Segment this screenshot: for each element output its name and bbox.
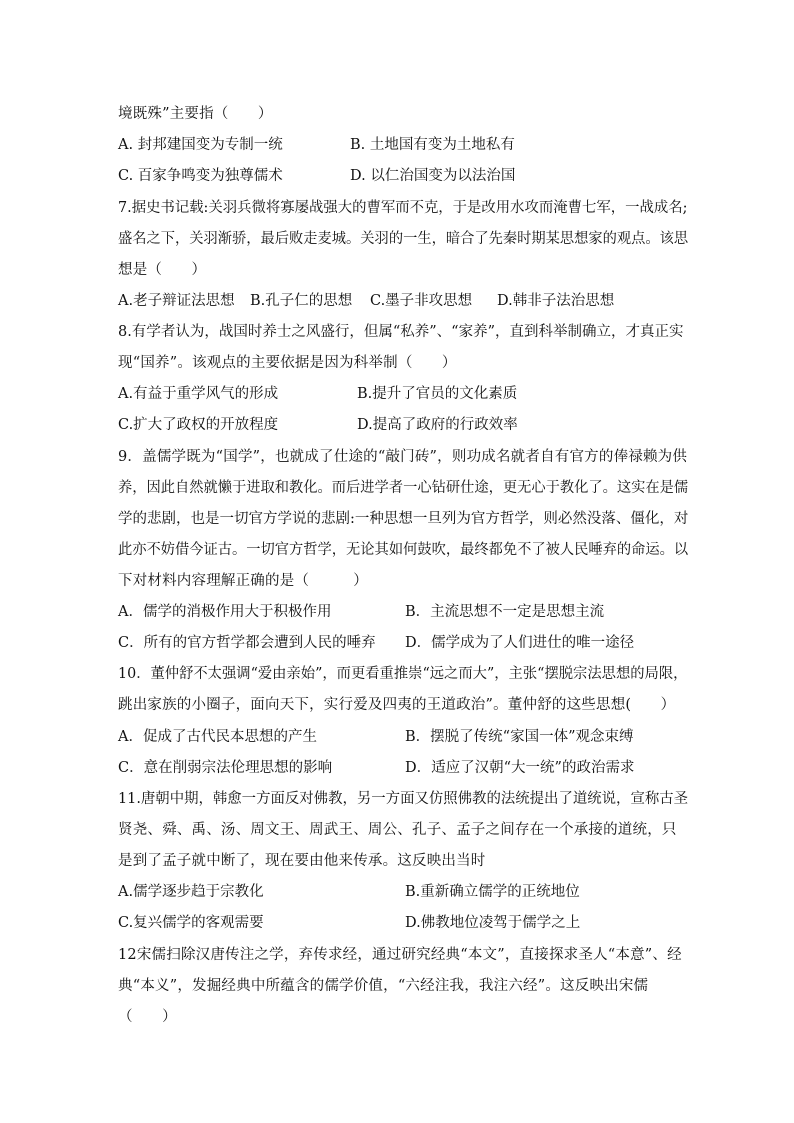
q9-stem-line2: 养，因此自然就懒于进取和教化。而后进学者一心钻研仕途，更无心于教化了。这实在是儒: [118, 480, 689, 496]
q7-option-b: B.孔子仁的思想: [250, 293, 353, 309]
q12-stem-line3: （ ）: [118, 1009, 177, 1025]
q7-option-a: A.老子辩证法思想: [118, 293, 235, 309]
q10-option-c: C．意在削弱宗法伦理思想的影响: [118, 760, 333, 776]
q7-stem-line1: 7.据史书记载:关羽兵微将寡屡战强大的曹军而不克，于是改用水攻而淹曹七军，一战成名;: [118, 200, 688, 216]
q9-option-c: C．所有的官方哲学都会遭到人民的唾弃: [118, 635, 376, 651]
q11-option-d: D.佛教地位凌驾于儒学之上: [405, 915, 581, 931]
q11-stem-line1: 11.唐朝中期，韩愈一方面反对佛教，另一方面又仿照佛教的法统提出了道统说，宣称古圣: [118, 791, 689, 807]
q12-stem-line2: 典“本义”，发掘经典中所蕴含的儒学价值，“六经注我，我注六经”。这反映出宋儒: [118, 978, 649, 994]
q10-option-d: D．适应了汉朝“大一统”的政治需求: [405, 760, 635, 776]
q9-option-a: A．儒学的消极作用大于积极作用: [118, 604, 332, 620]
q11-option-c: C.复兴儒学的客观需要: [118, 915, 264, 931]
q10-stem-line2: 跳出家族的小圈子，面向天下，实行爱及四夷的王道政治”。董仲舒的这些思想( ）: [118, 697, 676, 713]
q9-option-b: B．主流思想不一定是思想主流: [405, 604, 605, 620]
q8-stem-line2: 现“国养”。该观点的主要依据是因为科举制（ ）: [118, 355, 457, 371]
q11-stem-line2: 贤尧、舜、禹、汤、周文王、周武王、周公、孔子、孟子之间存在一个承接的道统，只: [118, 822, 677, 838]
q6-option-b: B. 土地国有变为土地私有: [350, 137, 515, 153]
q9-stem-line3: 学的悲剧，也是一切官方学说的悲剧:一种思想一旦列为官方哲学，则必然没落、僵化，对: [118, 511, 689, 527]
q9-stem-line5: 下对材料内容理解正确的是（ ）: [118, 573, 368, 589]
q9-stem-line1: 9．盖儒学既为“国学”，也就成了仕途的“敲门砖”，则功成名就者自有官方的俸禄赖为供: [118, 449, 688, 465]
q7-stem-line2: 盛名之下，关羽渐骄，最后败走麦城。关羽的一生，暗合了先秦时期某思想家的观点。该思: [118, 231, 689, 247]
q10-option-a: A．促成了古代民本思想的产生: [118, 729, 317, 745]
q6-option-a: A. 封邦建国变为专制一统: [118, 137, 283, 153]
q10-stem-line1: 10．董仲舒不太强调“爱由亲始”，而更看重推崇“远之而大”，主张“摆脱宗法思想的局限，: [118, 666, 688, 682]
q8-option-b: B.提升了官员的文化素质: [357, 386, 518, 402]
q6-option-c: C. 百家争鸣变为独尊儒术: [118, 168, 283, 184]
q8-stem-line1: 8.有学者认为，战国时养士之风盛行，但属“私养”、“家养”，直到科举制确立，才真正实: [118, 324, 684, 340]
q8-option-d: D.提高了政府的行政效率: [357, 417, 518, 433]
q8-option-a: A.有益于重学风气的形成: [118, 386, 279, 402]
q6-stem-end: 境既殊”主要指（ ）: [118, 106, 273, 122]
q6-option-d: D. 以仁治国变为以法治国: [350, 168, 516, 184]
q7-option-d: D.韩非子法治思想: [497, 293, 615, 309]
q11-stem-line3: 是到了孟子就中断了，现在要由他来传承。这反映出当时: [118, 853, 486, 869]
q10-option-b: B．摆脱了传统“家国一体”观念束缚: [405, 729, 634, 745]
q7-option-c: C.墨子非攻思想: [370, 293, 473, 309]
q9-stem-line4: 此亦不妨借今证古。一切官方哲学，无论其如何鼓吹，最终都免不了被人民唾弃的命运。以: [118, 542, 689, 558]
q9-option-d: D．儒学成为了人们进仕的唯一途径: [405, 635, 635, 651]
q12-stem-line1: 12宋儒扫除汉唐传注之学，弃传求经，通过研究经典“本文”，直接探求圣人“本意”、经: [118, 947, 682, 963]
q8-option-c: C.扩大了政权的开放程度: [118, 417, 279, 433]
q11-option-b: B.重新确立儒学的正统地位: [405, 884, 580, 900]
q11-option-a: A.儒学逐步趋于宗教化: [118, 884, 264, 900]
q7-stem-line3: 想是（ ）: [118, 262, 207, 278]
